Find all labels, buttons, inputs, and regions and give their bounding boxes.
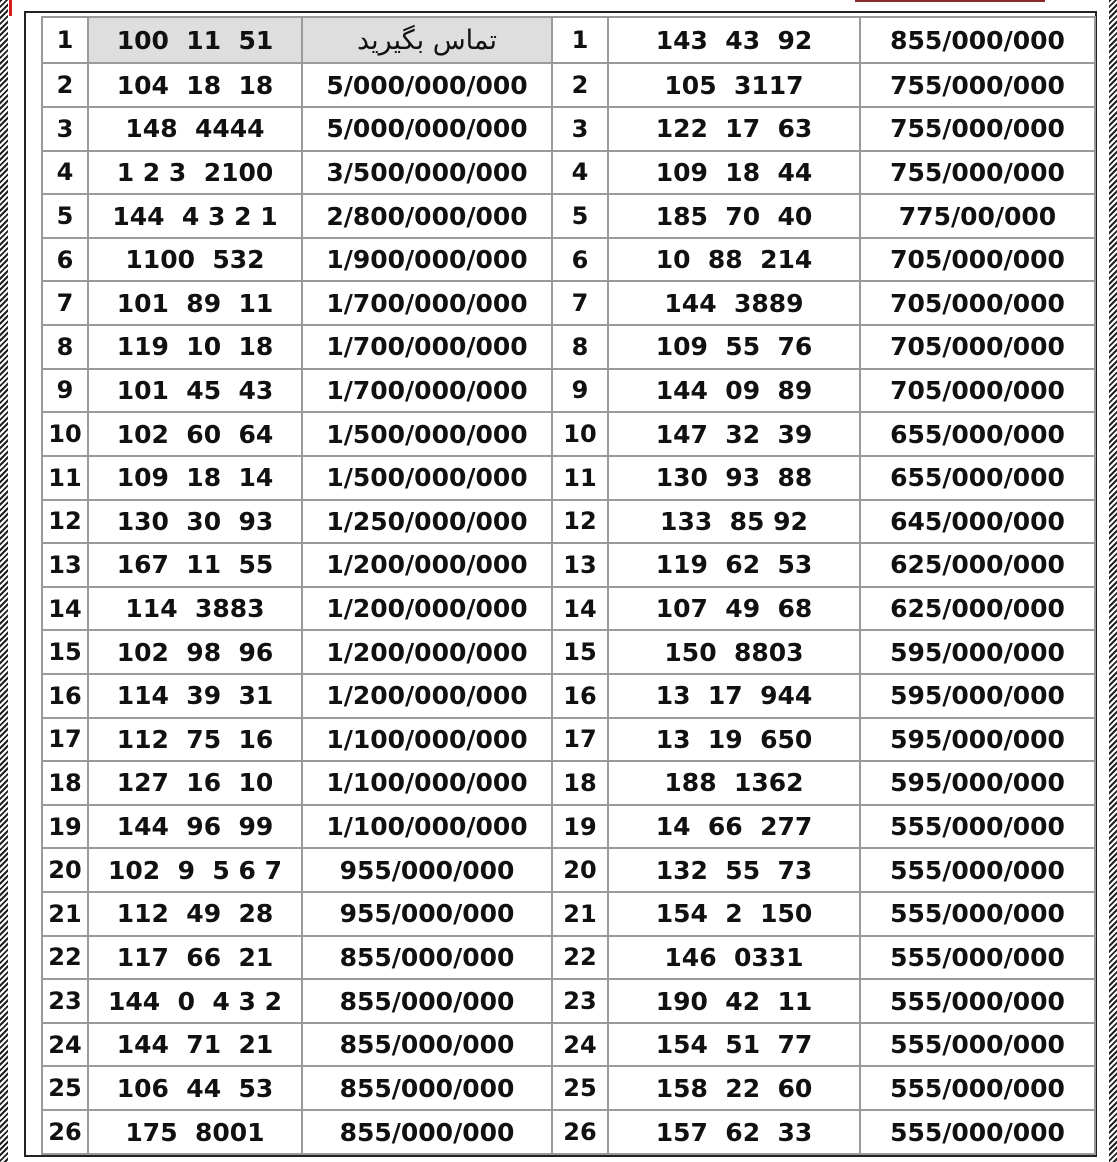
right-price-cell: 555/000/000 [860,936,1095,980]
left-index-cell: 16 [42,674,88,718]
left-price-cell: 5/000/000/000 [302,107,552,151]
right-index-cell: 13 [552,543,608,587]
left-price-cell: 855/000/000 [302,1110,552,1154]
right-price-cell: 755/000/000 [860,63,1095,107]
right-index-cell: 5 [552,194,608,238]
right-price-cell: 555/000/000 [860,1023,1095,1067]
right-index-cell: 8 [552,325,608,369]
right-index-cell: 15 [552,630,608,674]
left-number-cell: 106 44 53 [88,1066,302,1110]
left-index-cell: 10 [42,412,88,456]
right-number-cell: 13 19 650 [608,718,860,762]
table-row [42,848,1095,892]
right-number-cell: 13 17 944 [608,674,860,718]
left-index-cell: 17 [42,718,88,762]
right-price-cell: 555/000/000 [860,1110,1095,1154]
right-price-cell: 705/000/000 [860,369,1095,413]
left-number-cell: 148 4444 [88,107,302,151]
right-number-cell: 154 2 150 [608,892,860,936]
left-number-cell: 1 2 3 2100 [88,151,302,195]
right-number-cell: 119 62 53 [608,543,860,587]
right-number-cell: 185 70 40 [608,194,860,238]
table-row [42,281,1095,325]
left-number-cell: 127 16 10 [88,761,302,805]
table-row [42,543,1095,587]
right-price-cell: 855/000/000 [860,17,1095,63]
table-row [42,194,1095,238]
left-price-cell: 1/500/000/000 [302,412,552,456]
right-index-cell: 24 [552,1023,608,1067]
left-number-cell: 144 4 3 2 1 [88,194,302,238]
left-number-cell: 175 8001 [88,1110,302,1154]
right-number-cell: 144 09 89 [608,369,860,413]
right-price-cell: 555/000/000 [860,892,1095,936]
right-price-cell: 595/000/000 [860,674,1095,718]
right-index-cell: 14 [552,587,608,631]
left-number-cell: 109 18 14 [88,456,302,500]
left-price-cell: 2/800/000/000 [302,194,552,238]
left-price-cell: 1/700/000/000 [302,325,552,369]
left-price-cell: 1/700/000/000 [302,281,552,325]
right-price-cell: 555/000/000 [860,805,1095,849]
table-row [42,936,1095,980]
left-price-cell: 855/000/000 [302,1066,552,1110]
price-table-body [42,17,1095,1154]
left-number-cell: 101 89 11 [88,281,302,325]
right-index-cell: 2 [552,63,608,107]
right-number-cell: 190 42 11 [608,979,860,1023]
right-number-cell: 130 93 88 [608,456,860,500]
left-price-cell: 955/000/000 [302,848,552,892]
right-price-cell: 755/000/000 [860,151,1095,195]
table-row [42,979,1095,1023]
left-number-cell: 144 96 99 [88,805,302,849]
table-row [42,238,1095,282]
right-index-cell: 3 [552,107,608,151]
decorative-border-right [1109,0,1117,1162]
right-price-cell: 705/000/000 [860,325,1095,369]
table-row [42,107,1095,151]
left-index-cell: 22 [42,936,88,980]
right-price-cell: 555/000/000 [860,848,1095,892]
left-price-cell: 1/200/000/000 [302,630,552,674]
right-index-cell: 7 [552,281,608,325]
table-row [42,151,1095,195]
right-number-cell: 146 0331 [608,936,860,980]
left-price-cell: تماس بگیرید [302,17,552,63]
right-price-cell: 655/000/000 [860,412,1095,456]
right-price-cell: 755/000/000 [860,107,1095,151]
left-number-cell: 102 60 64 [88,412,302,456]
right-price-cell: 655/000/000 [860,456,1095,500]
left-price-cell: 855/000/000 [302,1023,552,1067]
right-number-cell: 143 43 92 [608,17,860,63]
right-number-cell: 109 18 44 [608,151,860,195]
right-price-cell: 555/000/000 [860,979,1095,1023]
left-price-cell: 1/100/000/000 [302,805,552,849]
right-price-cell: 595/000/000 [860,718,1095,762]
right-index-cell: 21 [552,892,608,936]
right-index-cell: 11 [552,456,608,500]
left-number-cell: 102 9 5 6 7 [88,848,302,892]
table-row [42,1023,1095,1067]
left-index-cell: 1 [42,17,88,63]
left-number-cell: 104 18 18 [88,63,302,107]
right-index-cell: 4 [552,151,608,195]
right-index-cell: 19 [552,805,608,849]
right-price-cell: 595/000/000 [860,630,1095,674]
left-number-cell: 119 10 18 [88,325,302,369]
table-row [42,805,1095,849]
left-number-cell: 114 39 31 [88,674,302,718]
right-index-cell: 10 [552,412,608,456]
table-row [42,892,1095,936]
right-price-cell: 555/000/000 [860,1066,1095,1110]
right-index-cell: 16 [552,674,608,718]
right-index-cell: 17 [552,718,608,762]
price-table [41,16,1096,1155]
right-number-cell: 157 62 33 [608,1110,860,1154]
left-index-cell: 8 [42,325,88,369]
table-row [42,500,1095,544]
left-number-cell: 130 30 93 [88,500,302,544]
right-number-cell: 109 55 76 [608,325,860,369]
table-row [42,718,1095,762]
right-price-cell: 705/000/000 [860,238,1095,282]
left-index-cell: 12 [42,500,88,544]
right-index-cell: 23 [552,979,608,1023]
price-sheet [24,11,1097,1157]
table-row [42,325,1095,369]
right-index-cell: 22 [552,936,608,980]
right-number-cell: 150 8803 [608,630,860,674]
left-index-cell: 18 [42,761,88,805]
table-row [42,412,1095,456]
left-price-cell: 855/000/000 [302,979,552,1023]
left-index-cell: 14 [42,587,88,631]
left-price-cell: 955/000/000 [302,892,552,936]
right-number-cell: 133 85 92 [608,500,860,544]
table-row [42,369,1095,413]
left-number-cell: 117 66 21 [88,936,302,980]
table-row [42,630,1095,674]
left-number-cell: 101 45 43 [88,369,302,413]
left-price-cell: 5/000/000/000 [302,63,552,107]
right-price-cell: 595/000/000 [860,761,1095,805]
left-index-cell: 24 [42,1023,88,1067]
right-index-cell: 25 [552,1066,608,1110]
right-index-cell: 20 [552,848,608,892]
left-number-cell: 144 0 4 3 2 [88,979,302,1023]
left-index-cell: 7 [42,281,88,325]
left-index-cell: 23 [42,979,88,1023]
left-price-cell: 1/200/000/000 [302,587,552,631]
right-number-cell: 122 17 63 [608,107,860,151]
right-index-cell: 26 [552,1110,608,1154]
left-index-cell: 11 [42,456,88,500]
right-price-cell: 625/000/000 [860,543,1095,587]
left-index-cell: 2 [42,63,88,107]
left-price-cell: 1/700/000/000 [302,369,552,413]
left-number-cell: 167 11 55 [88,543,302,587]
right-number-cell: 188 1362 [608,761,860,805]
left-index-cell: 13 [42,543,88,587]
red-corner-mark [9,0,12,16]
right-number-cell: 105 3117 [608,63,860,107]
left-index-cell: 19 [42,805,88,849]
decorative-border-left [0,0,8,1162]
left-index-cell: 25 [42,1066,88,1110]
right-index-cell: 1 [552,17,608,63]
right-index-cell: 6 [552,238,608,282]
table-row [42,761,1095,805]
left-price-cell: 1/900/000/000 [302,238,552,282]
right-number-cell: 158 22 60 [608,1066,860,1110]
left-number-cell: 1100 532 [88,238,302,282]
table-row [42,63,1095,107]
right-price-cell: 775/00/000 [860,194,1095,238]
table-row [42,1066,1095,1110]
right-index-cell: 12 [552,500,608,544]
left-price-cell: 1/100/000/000 [302,718,552,762]
right-number-cell: 14 66 277 [608,805,860,849]
left-price-cell: 1/200/000/000 [302,543,552,587]
left-price-cell: 1/100/000/000 [302,761,552,805]
left-index-cell: 6 [42,238,88,282]
right-price-cell: 705/000/000 [860,281,1095,325]
left-number-cell: 100 11 51 [88,17,302,63]
left-index-cell: 15 [42,630,88,674]
top-header-stub [855,0,1045,2]
left-price-cell: 1/500/000/000 [302,456,552,500]
right-number-cell: 147 32 39 [608,412,860,456]
left-price-cell: 3/500/000/000 [302,151,552,195]
left-number-cell: 114 3883 [88,587,302,631]
right-number-cell: 154 51 77 [608,1023,860,1067]
right-price-cell: 625/000/000 [860,587,1095,631]
left-number-cell: 144 71 21 [88,1023,302,1067]
right-index-cell: 9 [552,369,608,413]
left-index-cell: 21 [42,892,88,936]
left-index-cell: 3 [42,107,88,151]
table-row [42,1110,1095,1154]
left-index-cell: 9 [42,369,88,413]
right-number-cell: 132 55 73 [608,848,860,892]
table-row [42,17,1095,63]
left-index-cell: 5 [42,194,88,238]
left-index-cell: 4 [42,151,88,195]
table-row [42,587,1095,631]
right-number-cell: 107 49 68 [608,587,860,631]
left-price-cell: 1/200/000/000 [302,674,552,718]
left-price-cell: 1/250/000/000 [302,500,552,544]
left-price-cell: 855/000/000 [302,936,552,980]
left-number-cell: 112 75 16 [88,718,302,762]
right-number-cell: 144 3889 [608,281,860,325]
right-number-cell: 10 88 214 [608,238,860,282]
right-index-cell: 18 [552,761,608,805]
right-price-cell: 645/000/000 [860,500,1095,544]
table-row [42,456,1095,500]
left-number-cell: 102 98 96 [88,630,302,674]
left-index-cell: 20 [42,848,88,892]
left-number-cell: 112 49 28 [88,892,302,936]
table-row [42,674,1095,718]
left-index-cell: 26 [42,1110,88,1154]
